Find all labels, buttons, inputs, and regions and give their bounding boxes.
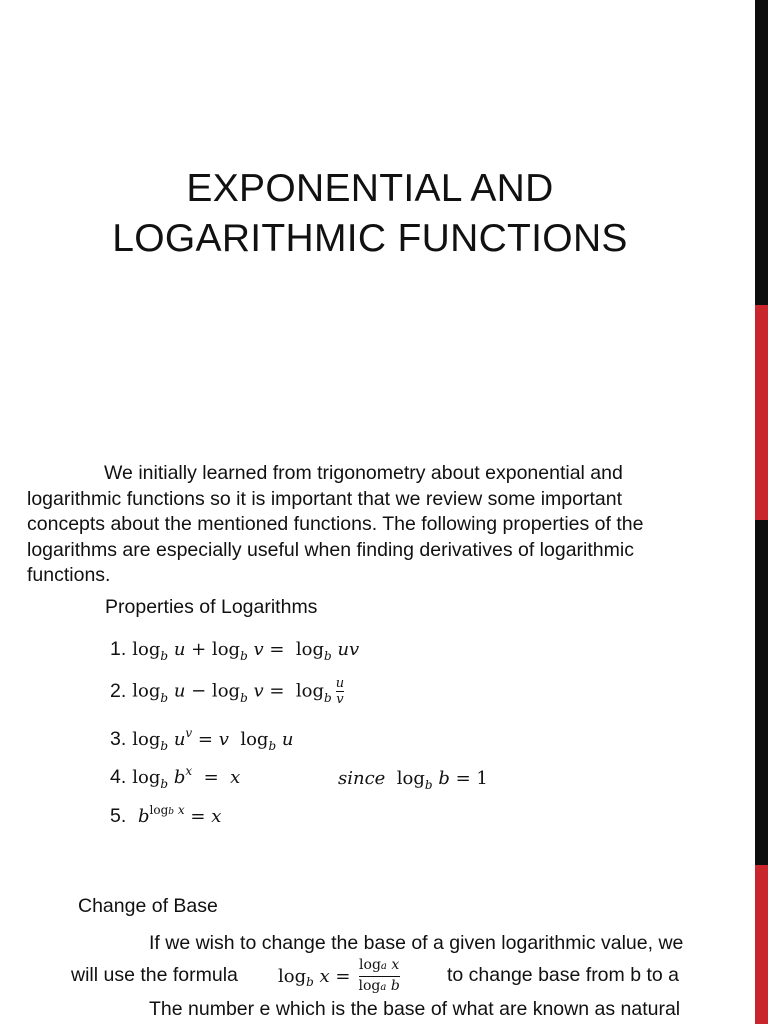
change-of-base-formula: log b x = loga x loga b <box>278 957 400 994</box>
sidebar-segment-dark-middle <box>755 520 768 865</box>
intro-line: logarithms are especially useful when finding derivatives of logarithmic <box>27 538 634 561</box>
property-formula: $\log_b b^x = x$ <box>132 764 241 791</box>
property-4-condition: since $\log_b b = 1$ <box>338 768 488 792</box>
property-number: 3. <box>110 728 127 750</box>
property-formula: $b^{logb x} = x$ <box>138 803 222 827</box>
property-item-1 <box>110 638 359 661</box>
property-number: 2. <box>110 680 127 702</box>
property-formula: $\log_b u - \log_b v = \log_b$ $\frac{u}{v}$ <box>132 676 345 707</box>
change-of-base-line-3: The number e which is the base of what are known as natural <box>149 998 681 1020</box>
title-line-2: LOGARITHMIC FUNCTIONS <box>112 217 628 260</box>
change-of-base-heading: Change of Base <box>78 895 218 917</box>
property-item-2 <box>110 676 344 707</box>
intro-line: concepts about the mentioned functions. The following properties of the <box>27 513 644 536</box>
title-line-1: EXPONENTIAL AND <box>186 167 554 210</box>
property-formula: $\log_b u^v = v$ $\log_b u$ <box>132 726 294 753</box>
change-of-base-line-2-prefix: will use the formula <box>71 964 238 986</box>
intro-line: functions. <box>27 564 111 587</box>
property-number: 5. <box>110 805 127 827</box>
sidebar-segment-red-upper <box>755 305 768 520</box>
property-number: 4. <box>110 766 127 788</box>
properties-heading: Properties of Logarithms <box>105 596 318 618</box>
property-item-5 <box>110 805 221 828</box>
intro-line: logarithmic functions so it is important that we review some important <box>27 487 622 510</box>
change-of-base-line-2-suffix: to change base from b to a <box>447 964 679 986</box>
slide-title <box>0 164 740 264</box>
sidebar-segment-red-bottom <box>755 865 768 1024</box>
intro-line: We initially learned from trigonometry about exponential and <box>104 462 623 484</box>
sidebar-segment-dark-top <box>755 0 768 305</box>
slide-sidebar-accent <box>755 0 768 1024</box>
property-number: 1. <box>110 638 127 660</box>
change-of-base-line-1: If we wish to change the base of a given logarithmic value, we <box>149 932 684 954</box>
property-item-3 <box>110 728 293 751</box>
property-formula: $\log_b u + \log_b v = \log_b$ uv <box>132 639 360 663</box>
intro-paragraph <box>27 461 727 589</box>
